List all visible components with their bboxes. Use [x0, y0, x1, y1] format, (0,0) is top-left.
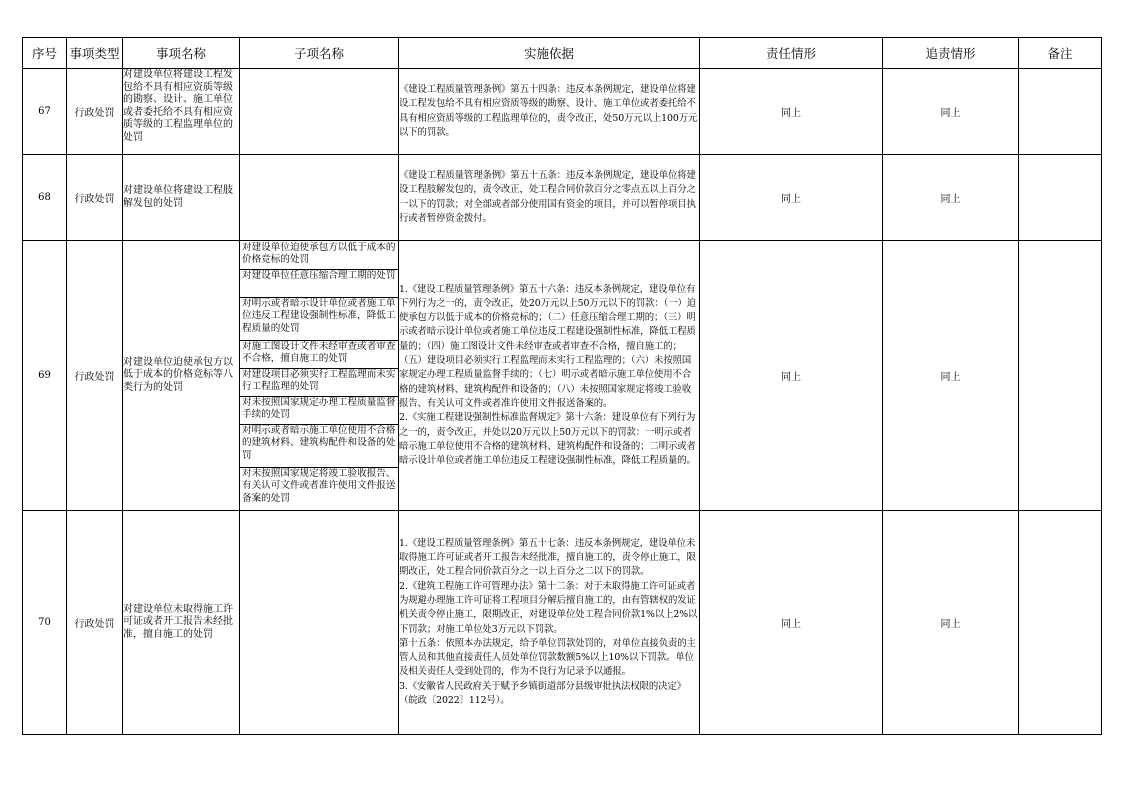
row-subitems [240, 69, 399, 155]
row-name: 对建设单位将建设工程肢解发包的处罚 [123, 155, 240, 241]
row-remarks [1019, 511, 1102, 735]
row-basis: 《建设工程质量管理条例》第五十五条：违反本条例规定，建设单位将建设工程肢解发包的，责令改正，处工程合同价款百分之零点五以上百分之一以下的罚款；对全部或者部分使用国有资金的项目，并可以暂停项目执行或者暂停资金拨付。 [399, 155, 700, 241]
table-row [23, 511, 1102, 735]
row-type: 行政处罚 [67, 69, 123, 155]
powers-table [22, 37, 1102, 735]
row-subitems [240, 155, 399, 241]
row-basis: 《建设工程质量管理条例》第五十四条：违反本条例规定，建设单位将建设工程发包给不具有相应资质等级的勘察、设计、施工单位或者委托给不具有相应资质等级的工程监理单位的，责令改正，处50万元以上100万元以下的罚款。 [399, 69, 700, 155]
row-type: 行政处罚 [67, 241, 123, 511]
header-seq: 序号 [23, 38, 67, 69]
row-basis: 1.《建设工程质量管理条例》第五十六条：违反本条例规定，建设单位有下列行为之一的，责令改正，处20万元以上50万元以下的罚款：（一）迫使承包方以低于成本的价格竞标的；（二）任意压缩合理工期的；（三）明示或者暗示设计单位或者施工单位违反工程建设强制性标准，降低工程质量的；（四）施工图设计文件未经审查或者审查不合格，擅自施工的；（五）建设项目必须实行工程监理而未实行工程监理的；（六）未按照国家规定办理工程质量监督手续的；（七）明示或者暗示施工单位使用不合格的建筑材料、建筑构配件和设备的；（八）未按照国家规定将竣工验收报告、有关认可文件或者准许使用文件报送备案的。 2.《实施工程建设强制性标准监督规定》第十六条：建设单位有下列行为之一的，责令改正，并处以20万元以上50万元以下的罚款：一明示或者暗示施工单位使用不合格的建筑材料、建筑构配件和设备的；二明示或者暗示设计单位或者施工单位违反工程建设强制性标准，降低工程质量的。 [399, 241, 700, 511]
row-name [123, 69, 240, 155]
row-type: 行政处罚 [67, 155, 123, 241]
header-accountability: 追责情形 [883, 38, 1019, 69]
row-name: 对建设单位迫使承包方以低于成本的价格竞标等八类行为的处罚 [123, 241, 240, 511]
row-responsibility: 同上 [700, 69, 883, 155]
subitem: 对建设单位迫使承包方以低于成本的价格竞标的处罚 [240, 242, 398, 270]
header-type: 事项类型 [67, 38, 123, 69]
subitem: 对明示或者暗示设计单位或者施工单位违反工程建设强制性标准，降低工程质量的处罚 [240, 298, 398, 341]
table-row [23, 155, 1102, 241]
row-remarks [1019, 241, 1102, 511]
row-name: 对建设单位未取得施工许可证或者开工报告未经批准，擅自施工的处罚 [123, 511, 240, 735]
row-subitems [240, 511, 399, 735]
row-seq: 67 [23, 69, 67, 155]
row-remarks [1019, 155, 1102, 241]
row-accountability: 同上 [883, 155, 1019, 241]
row-type: 行政处罚 [67, 511, 123, 735]
row-accountability: 同上 [883, 241, 1019, 511]
row-remarks [1019, 69, 1102, 155]
subitem: 对明示或者暗示施工单位使用不合格的建筑材料、建筑构配件和设备的处罚 [240, 425, 398, 468]
subitem: 对未按照国家规定办理工程质量监督手续的处罚 [240, 397, 398, 425]
subitem: 对建设单位任意压缩合理工期的处罚 [240, 270, 398, 298]
row-responsibility: 同上 [700, 511, 883, 735]
subitem: 对施工图设计文件未经审查或者审查不合格，擅自施工的处罚 [240, 341, 398, 369]
row-responsibility: 同上 [700, 241, 883, 511]
table-row [23, 241, 1102, 511]
row-responsibility: 同上 [700, 155, 883, 241]
header-name: 事项名称 [123, 38, 240, 69]
row-seq: 69 [23, 241, 67, 511]
header-basis: 实施依据 [399, 38, 700, 69]
row-basis: 1.《建设工程质量管理条例》第五十七条：违反本条例规定，建设单位未取得施工许可证或者开工报告未经批准，擅自施工的，责令停止施工，限期改正，处工程合同价款百分之一以上百分之二以下的罚款。 2.《建筑工程施工许可管理办法》第十二条：对于未取得施工许可证或者为规避办理施工许可证将工程项目分解后擅自施工的，由有管辖权的发证机关责令停止施工，限期改正，对建设单位处工程合同价款1%以上2%以下罚款；对施工单位处3万元以下罚款。 第十五条：依照本办法规定，给予单位罚款处罚的，对单位直接负责的主管人员和其他直接责任人员处单位罚款数额5%以上10%以下罚款。单位及相关责任人受到处罚的，作为不良行为记录予以通报。 3.《安徽省人民政府关于赋予乡镇街道部分县级审批执法权限的决定》（皖政〔2022〕112号）。 [399, 511, 700, 735]
subitem: 对建设项目必须实行工程监理而未实行工程监理的处罚 [240, 369, 398, 397]
row-accountability: 同上 [883, 69, 1019, 155]
row-seq: 68 [23, 155, 67, 241]
row-seq: 70 [23, 511, 67, 735]
header-remarks: 备注 [1019, 38, 1102, 69]
row-accountability: 同上 [883, 511, 1019, 735]
header-row [23, 38, 1102, 69]
row-subitems [240, 241, 399, 511]
header-responsibility: 责任情形 [700, 38, 883, 69]
table-row [23, 69, 1102, 155]
row-name-text: 对建设单位将建设工程发包给不具有相应资质等级的勘察、设计、施工单位或者委托给不具有相应资质等级的工程监理单位的处罚 [123, 69, 233, 143]
header-subname: 子项名称 [240, 38, 399, 69]
subitem: 对未按照国家规定将竣工验收报告、有关认可文件或者准许使用文件报送备案的处罚 [242, 467, 396, 504]
